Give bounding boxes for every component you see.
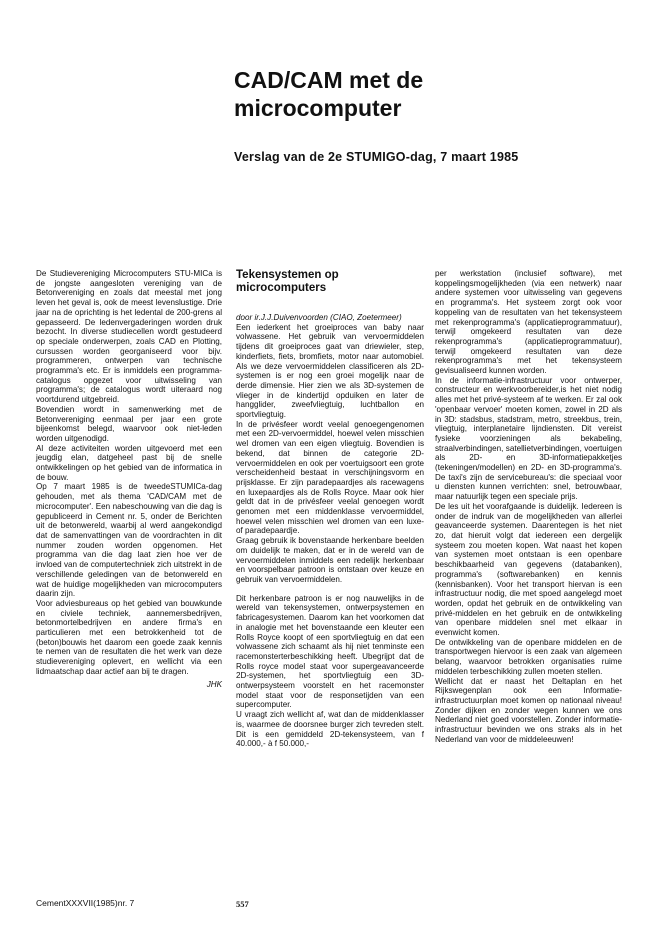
intro-column xyxy=(36,269,222,689)
article-subtitle: Verslag van de 2e STUMIGO-dag, 7 maart 1985 xyxy=(234,150,519,164)
article-column-2 xyxy=(435,269,622,744)
byline: door ir.J.J.Duivenvoorden (CIAO, Zoetermeer) xyxy=(236,313,402,322)
section-heading xyxy=(236,269,424,295)
body-paragraph: De ontwikkeling van de openbare middelen en de transportwegen hiervoor is een zaak van algemeen belang, waarvoor betrokken organisaties ruime middelen terbeschikking zullen moeten stellen. xyxy=(435,637,622,676)
journal-reference: CementXXXVII(1985)nr. 7 xyxy=(36,898,135,908)
body-paragraph: Wellicht dat er naast het Deltaplan en het Rijkswegenplan ook een Informatie-infrastructuurplan moet komen op nationaal niveau! Zonder dijken en zonder wegen kunnen we ons Nederland niet goed voorstellen. Zonder informatie-infrastructuur bevinden we ons straks als in het Nederland van voor de middeleeuwen! xyxy=(435,676,622,744)
article-column-1 xyxy=(236,269,424,749)
paragraph-gap xyxy=(236,585,424,594)
intro-paragraph: Voor adviesbureaus op het gebied van bouwkunde en civiele techniek, aannemersbedrijven, betonmortelbedrijven en andere firma's en particulieren met een betrokkenheid tot de (beton)bouwis het daarom een goede zaak kennis te nemen van de resultaten die het werk van deze studievereniging oplevert, en wellicht via een lidmaatschap daar actief aan bij te dragen. xyxy=(36,598,222,676)
body-paragraph: In de privésfeer wordt veelal genoegengenomen met een 2D-vervoermiddel, hoewel velen misschien wel dromen van een eigen vliegtuig. Bovendien is bekend, dat binnen de categorie 2D-vervoermiddelen en ook per voertuigsoort een grote verscheidenheid bestaat in verschijningsvorm en prijsklasse. Er zijn paradepaardjes als racewagens en luxepaardjes als de Rolls Royce. Maar ook hier geldt dat in de privésfeer veelal genoegen wordt genomen met een middenklasse vervoermiddel, hoewel velen misschien wel dromen van een luxe- of paradepaardje. xyxy=(236,419,424,536)
body-paragraph: Graag gebruik ik bovenstaande herkenbare beelden om duidelijk te maken, dat er in de wereld van de vervoermiddelen inmiddels een redelijk herkenbaar en voorspelbaar patroon is ontstaan over keuze en gebruik van vervoermiddelen. xyxy=(236,536,424,584)
body-paragraph: Een iederkent het groeiproces van baby naar volwassene. Het gebruik van vervoermiddelen tijdens dit groeiproces gaat van driewieler, step, kinderfiets, fiets, bromfiets, motor naar automobiel. Als we deze vervoermiddelen classificeren als 2D-systemen is er nog een groei mogelijk naar de derde dimensie. Hier zien we als 3D-systemen de vlieger in de kindertijd opduiken en later de hangglider, zweefvliegtuig, luchtballon en sportvliegtuig. xyxy=(236,322,424,420)
intro-paragraph: Bovendien wordt in samenwerking met de Betonvereniging eenmaal per jaar een grote bijeenkomst belegd, waarvoor ook niet-leden worden uitgenodigd. xyxy=(36,404,222,443)
intro-paragraph: Al deze activiteiten worden uitgevoerd met een jeugdig elan, datgeheel past bij de snelle ontwikkelingen op het gebied van de informatica in de bouw. xyxy=(36,443,222,482)
body-paragraph: In de informatie-infrastructuur voor ontwerper, constructeur en werkvoorbereider,is het niet nodig alles met het privé-systeem af te werken. Er zal ook 'openbaar vervoer' moeten komen, zowel in 2D als in 3D: stadsbus, stadstram, metro, streekbus, trein, vliegtuig, interplanetaire lijndiensten. Dit vereist fysieke voorzieningen als bekabeling, straalverbindingen, satellietverbindingen, voertuigen als 2D- en 3D-informatiepakketjes (tekeningen/modellen) en 2D- en 3D-programma's. De taxi's zijn de servicebureau's: die speciaal voor u diensten kunnen verrichten: snel, betrouwbaar, maar natuurlijk tegen een speciale prijs. xyxy=(435,375,622,502)
body-paragraph: U vraagt zich wellicht af, wat dan de middenklasser is, waarmee de doorsnee burger zich tevreden stelt. Dit is een gemiddeld 2D-tekensysteem, van f 40.000,- à f 50.000,- xyxy=(236,710,424,749)
body-paragraph: De les uit het voorafgaande is duidelijk. Iedereen is onder de indruk van de mogelijkheden van allerlei geavanceerde systemen. Daarentegen is het niet zo, dat hieruit volgt dat iedereen een dergelijk systeem zou moeten kopen. Wat naast het kopen van systemen moet ontstaan is een openbare beschikbaarheid van gegevens (databanken), programma's (softwarebanken) en kennis (kennisbanken). Voor het transport hiervan is een infrastructuur nodig, die met spoed aangelegd moet worden, opdat het gebruik en de ontwikkeling van privé-middelen en het gebruik en de ontwikkeling van openbare middelen snel met elkaar in evenwicht komen. xyxy=(435,501,622,638)
section-heading-line-2: microcomputers xyxy=(236,282,327,294)
section-heading-line-1: Tekensystemen op xyxy=(236,269,339,281)
intro-paragraph: Op 7 maart 1985 is de tweedeSTUMICa-dag gehouden, met als thema 'CAD/CAM met de microcomputer'. Een nabeschouwing van die dag is gepubliceerd in Cement nr. 5, onder de Berichten uit de betonwereld, waarbij al werd aangekondigd dat de samenvattingen van de voordrachten in dit nummer zouden worden opgenomen. Het programma van die dag laat zien hoe ver de invloed van de computertechniek zich uitstrekt in de verschillende geledingen van de betonwereld en wat de huidige mogelijkheden van microcomputers daarin zijn. xyxy=(36,482,222,599)
author-initials: JHK xyxy=(206,679,222,689)
title-line-1: CAD/CAM met de xyxy=(234,67,424,93)
body-paragraph: per werkstation (inclusief software), met koppelingsmogelijkheden (via een netwerk) naar andere systemen voor uitwisseling van gegevens en programma's. Het systeem zorgt ook voor koppeling van de resultaten van het tekensysteem met rekenprogramma's (applicatieprogrammatuur), terwijl omgekeerd resultaten van deze rekenprogramma's (applicatieprogrammatuur), terwijl omgekeerd resultaten van deze rekenprogramma's met het tekensysteem gevisualiseerd kunnen worden. xyxy=(435,269,622,376)
article-title xyxy=(234,66,634,122)
page-number: 557 xyxy=(236,899,249,909)
title-line-2: microcomputer xyxy=(234,95,402,121)
body-paragraph: Dit herkenbare patroon is er nog nauwelijks in de wereld van tekensystemen, ontwerpsystemen en fabricagesystemen. Daarom kan het voorkomen dat in analogie met het bovenstaande een kleuter een Rolls Royce koopt of een sportvliegtuig en dat een volwassene zich schaamt als hij niet tenminste een racemonsterterbeschikking heeft. Ubegrijpt dat de Rolls royce model staat voor supergeavanceerde 2D-systemen, het sportvliegtuig een 3D-ontwerpsysteem voorstelt en het racemonster model staat voor de responsetijden van een supercomputer. xyxy=(236,593,424,710)
intro-paragraph: De Studievereniging Microcomputers STU-MICa is de jongste aangesloten vereniging van de Betonvereniging en zoals dat meestal met jong leven het geval is, ook de meest levenslustige. Drie jaar na de oprichting is het ledental de 200-grens al gepasseerd. De ledenvergaderingen worden druk bezocht. In diverse studiecellen wordt gestudeerd op speciale onderwerpen, zoals CAD en Plotting, cursussen worden georganiseerd voor bijv. programmeren, ontwerpen van technische programma's etc. Er is inmiddels een programma-catalogus opgezet voor uitwisseling van programma's; de catalogus wordt uiteraard nog voortdurend uitgebreid. xyxy=(36,269,222,405)
